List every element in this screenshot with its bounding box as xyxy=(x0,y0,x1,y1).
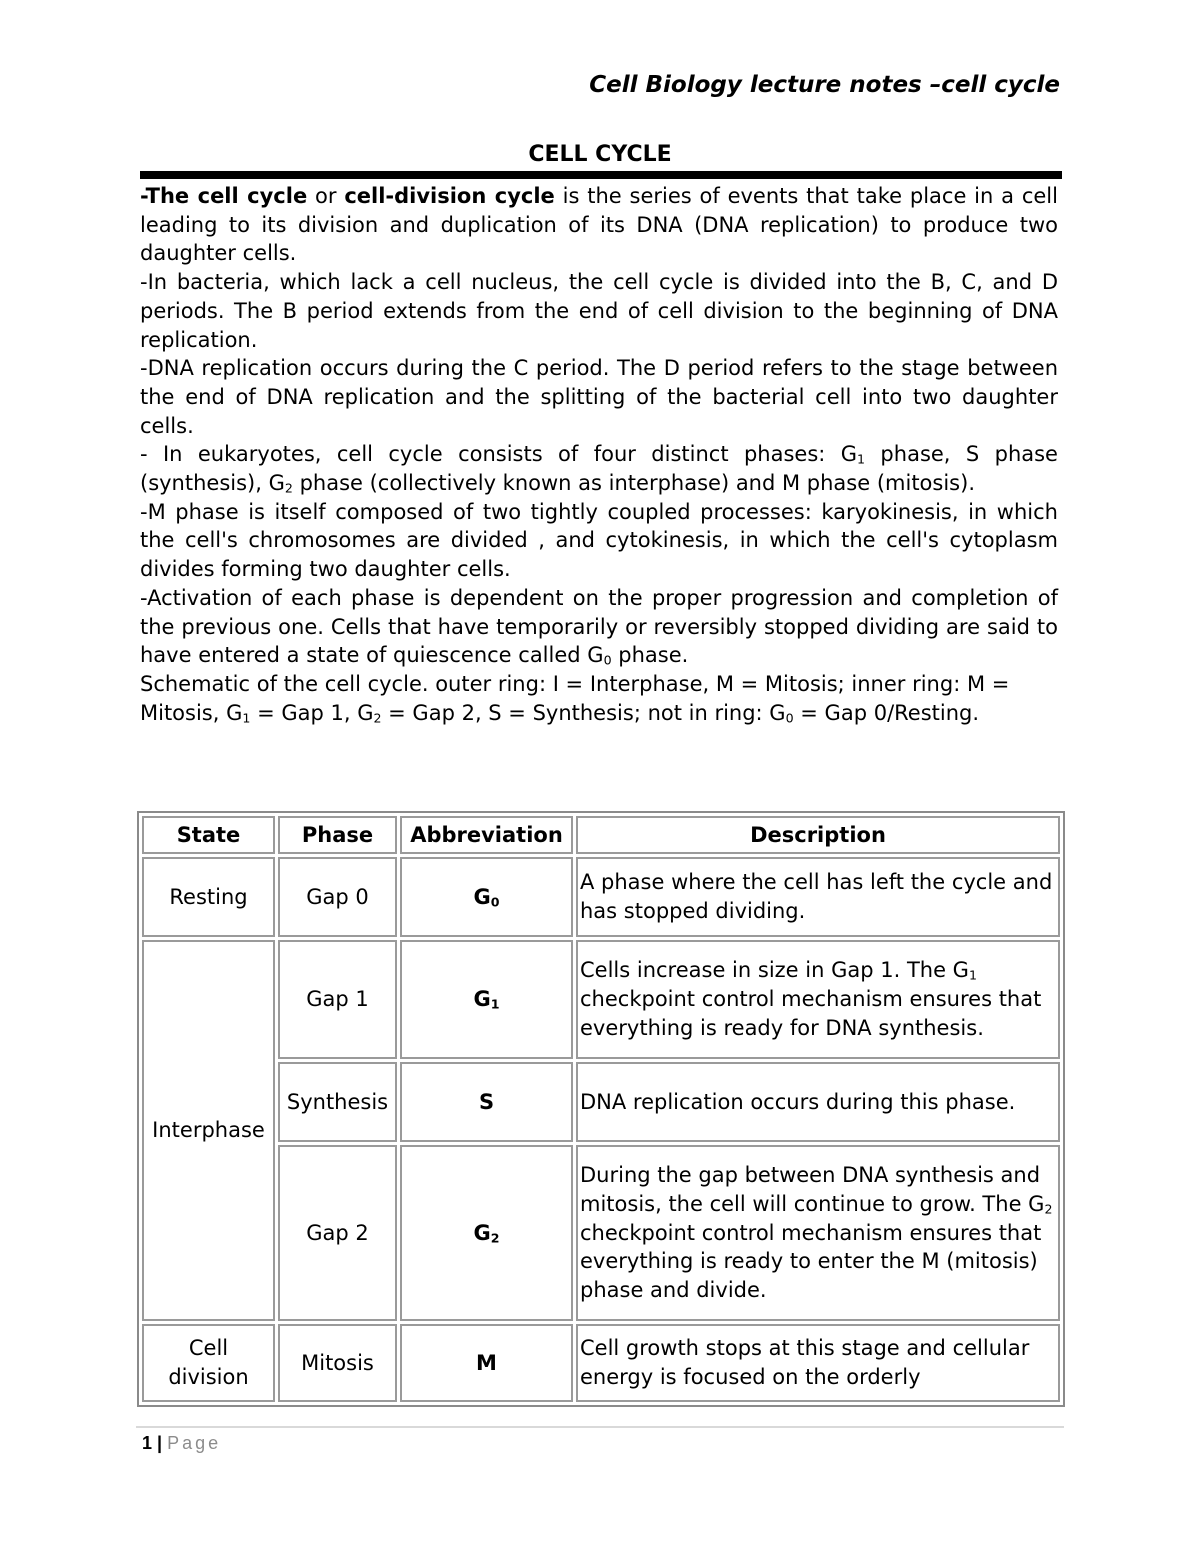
table-row-resting xyxy=(142,857,1060,937)
phase-cell: Gap 2 xyxy=(278,1145,397,1321)
header-state: State xyxy=(142,816,275,854)
subscript: 1 xyxy=(857,451,866,467)
desc-part: During the gap between DNA synthesis and mitosis, the cell will continue to grow. The G xyxy=(580,1163,1045,1216)
term-cell-division-cycle: cell-division cycle xyxy=(344,184,555,208)
text-part: = Gap 0/Resting. xyxy=(793,700,980,725)
table-row-gap2 xyxy=(142,1145,1060,1321)
abbreviation-cell: M xyxy=(400,1324,573,1402)
abbr-letter: G xyxy=(473,884,491,909)
text-or: or xyxy=(307,184,345,208)
paragraph-dna-replication: -DNA replication occurs during the C period. The D period refers to the stage between the end of DNA replication and the splitting of the bacterial cell into two daughter cells. xyxy=(140,356,1058,438)
text-part: - In eukaryotes, cell cycle consists of four distinct phases: G xyxy=(140,442,858,467)
paragraph-definition xyxy=(140,182,1058,268)
subscript: 0 xyxy=(603,652,612,668)
description-cell: Cell growth stops at this stage and cellular energy is focused on the orderly xyxy=(576,1324,1060,1402)
phase-cell: Gap 0 xyxy=(278,857,397,937)
page-number: 1 xyxy=(142,1433,153,1453)
page-label: Page xyxy=(167,1433,222,1453)
subscript: 0 xyxy=(785,710,794,726)
paragraph-schematic xyxy=(140,670,1058,727)
description-cell xyxy=(576,940,1060,1059)
footer-separator: | xyxy=(157,1433,163,1453)
definition-text: is the series of events that take place in a cell leading to its division and duplication of its DNA (DNA replication) to produce two daughter cells. xyxy=(140,184,1058,266)
abbr-letter: G xyxy=(473,1220,491,1245)
page-footer xyxy=(142,1433,221,1454)
desc-part: Cells increase in size in Gap 1. The G xyxy=(580,958,969,983)
text-part: phase. xyxy=(611,643,689,668)
abbr-subscript: 0 xyxy=(490,894,500,910)
term-cell-cycle: The cell cycle xyxy=(145,184,308,208)
state-cell: Cell division xyxy=(142,1324,275,1402)
text-part: Schematic of the cell cycle. outer ring: I = Interphase, M = Mitosis; inner ring: M = Mitosis, G xyxy=(140,671,1010,725)
table-header-row xyxy=(142,816,1060,854)
bold-lead: - xyxy=(140,184,146,208)
abbreviation-cell: S xyxy=(400,1062,573,1142)
description-cell: DNA replication occurs during this phase. xyxy=(576,1062,1060,1142)
header-abbreviation: Abbreviation xyxy=(400,816,573,854)
abbreviation-cell xyxy=(400,1145,573,1321)
abbr-subscript: 1 xyxy=(490,996,500,1012)
desc-part: checkpoint control mechanism ensures that everything is ready for DNA synthesis. xyxy=(580,987,1042,1040)
running-header: Cell Biology lecture notes –cell cycle xyxy=(589,72,1060,98)
description-cell xyxy=(576,1145,1060,1321)
desc-part: checkpoint control mechanism ensures that everything is ready to enter the M (mitosis) phase and divide. xyxy=(580,1220,1042,1303)
header-description: Description xyxy=(576,816,1060,854)
text-part: phase (collectively known as interphase) and M phase (mitosis). xyxy=(292,471,975,496)
abbr-subscript: 2 xyxy=(490,1230,500,1246)
body-text xyxy=(140,182,1058,727)
paragraph-bacteria: -In bacteria, which lack a cell nucleus, the cell cycle is divided into the B, C, and D periods. The B period extends from the end of cell division to the beginning of DNA replication. xyxy=(140,270,1058,352)
abbr-letter: G xyxy=(473,987,491,1012)
paragraph-m-phase: -M phase is itself composed of two tightly coupled processes: karyokinesis, in which the cell's chromosomes are divided , and cytokinesis, in which the cell's cytoplasm divides forming two daughter cells. xyxy=(140,499,1058,582)
table-row-gap1 xyxy=(142,940,1060,1059)
cell-cycle-table xyxy=(137,811,1065,1407)
title-underline-rule xyxy=(140,171,1062,179)
abbreviation-cell xyxy=(400,940,573,1059)
table-row-synthesis xyxy=(142,1062,1060,1142)
state-cell-interphase: Interphase xyxy=(142,940,275,1321)
footer-rule xyxy=(136,1426,1064,1428)
page-title: CELL CYCLE xyxy=(528,142,672,167)
text-part: phase, S phase (synthesis), G xyxy=(140,442,1058,496)
subscript: 2 xyxy=(373,710,382,726)
phase-cell: Gap 1 xyxy=(278,940,397,1059)
state-cell: Resting xyxy=(142,857,275,937)
description-cell: A phase where the cell has left the cycle and has stopped dividing. xyxy=(576,857,1060,937)
phase-cell: Mitosis xyxy=(278,1324,397,1402)
abbreviation-cell xyxy=(400,857,573,937)
desc-subscript: 2 xyxy=(1044,1201,1053,1217)
phase-cell: Synthesis xyxy=(278,1062,397,1142)
paragraph-activation xyxy=(140,584,1058,670)
text-part: = Gap 1, G xyxy=(250,700,374,725)
text-part: -Activation of each phase is dependent on the proper progression and completion of the previous one. Cells that have temporarily or reversibly stopped dividing are said to have entered a state of quiescence called G xyxy=(140,585,1058,668)
paragraph-eukaryotes xyxy=(140,440,1058,497)
subscript: 1 xyxy=(242,710,251,726)
subscript: 2 xyxy=(284,480,293,496)
text-part: = Gap 2, S = Synthesis; not in ring: G xyxy=(381,700,786,725)
table-row-mitosis xyxy=(142,1324,1060,1402)
desc-subscript: 1 xyxy=(968,967,977,983)
header-phase: Phase xyxy=(278,816,397,854)
